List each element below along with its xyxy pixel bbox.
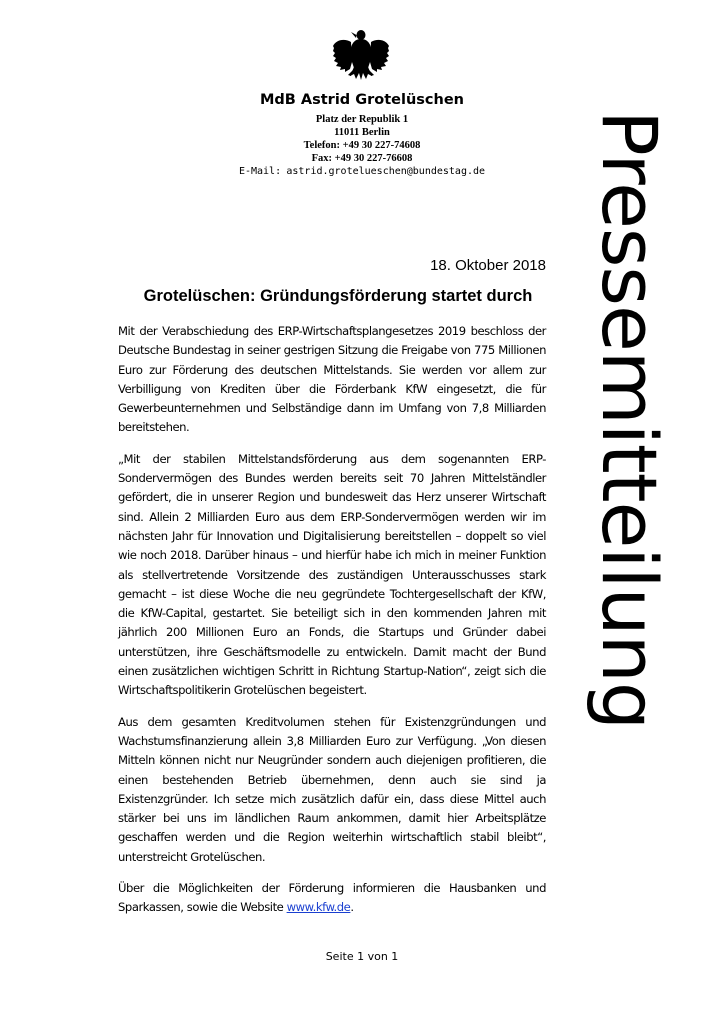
paragraph-3: Aus dem gesamten Kreditvolumen stehen für Existenzgründungen und Wachstumsfinanzierung allein 3,8 Milliarden Euro zur Verfügung. „Von diesen Mitteln können nicht nur Neugründer sondern auch diejenigen profitieren, die einen bestehenden Betrieb übernehmen, denn auch sie sind ja Existenzgründer. Ich setze mich zusätzlich dafür ein, dass diese Mittel auch stärker bei uns im ländlichen Raum ankommen, damit hier Arbeitsplätze geschaffen werden und die Region weiterhin wirtschaftlich stabil bleibt“, unterstreicht Grotelüschen. [118,714,546,864]
kfw-website-link[interactable]: www.kfw.de [286,900,351,915]
header-email-label: E-Mail: [238,166,282,177]
paragraph-2: „Mit der stabilen Mittelstandsförderung aus dem sogenannten ERP-Sondervermögen des Bundes werden bereits seit 70 Jahren Mittelständler gefördert, die in unserer Region und bundesweit das Herz unserer Wirtschaft sind. Allein 2 Milliarden Euro aus dem ERP-Sondervermögen werden wir im nächsten Jahr für Innovation und Digitalisierung bereitstellen – doppelt so viel wie noch 2018. Darüber hinaus – und hierfür habe ich mich in meiner Funktion als stellvertretende Vorsitzende des zuständigen Unterausschusses stark gemacht – ist diese Woche die neu gegründete Tochtergesellschaft der KfW, die KfW-Capital, gestartet. Sie beteiligt sich in den kommenden Jahren mit jährlich 200 Millionen Euro an Fonds, die Startups und Gründer dabei unterstützen, ihre Geschäftsmodelle zu entwickeln. Damit macht der Bund einen zusätzlichen wichtigen Schritt in Richtung Startup-Nation“, zeigt sich die Wirtschaftspolitikerin Grotelüschen begeistert. [118,451,546,698]
vertical-title-container [584,110,674,860]
header-fax: Fax: +49 30 227-76608 [311,153,413,164]
headline: Grotelüschen: Gründungsförderung startet durch [143,287,533,305]
press-date: 18. Oktober 2018 [430,257,546,274]
page-number: Seite 1 von 1 [325,950,399,963]
paragraph-1: Mit der Verabschiedung des ERP-Wirtschaftsplangesetzes 2019 beschloss der Deutsche Bundestag in seiner gestrigen Sitzung die Freigabe von 775 Millionen Euro zur Förderung des deutschen Mittelstands. Sie werden vor allem zur Verbilligung von Krediten über die Förderbank KfW eingesetzt, die für Gewerbeunternehmen und Selbständige dann im Umfang von 7,8 Milliarden bereitstehen. [118,324,546,435]
press-body [118,322,546,930]
paragraph-4 [118,879,546,918]
federal-eagle-logo [332,26,390,84]
header-street: Platz der Republik 1 [315,114,409,125]
header-phone: Telefon: +49 30 227-74608 [303,140,421,151]
header-city: 11011 Berlin [334,127,390,138]
header-email: astrid.grotelueschen@bundestag.de [286,166,486,177]
vertical-title: Pressemitteilung [585,110,674,730]
header-name: MdB Astrid Grotelüschen [259,92,465,108]
paragraph-4-text: Über die Möglichkeiten der Förderung informieren die Hausbanken und Sparkassen, sowie die Website [118,881,546,915]
paragraph-4-end: . [350,900,354,915]
